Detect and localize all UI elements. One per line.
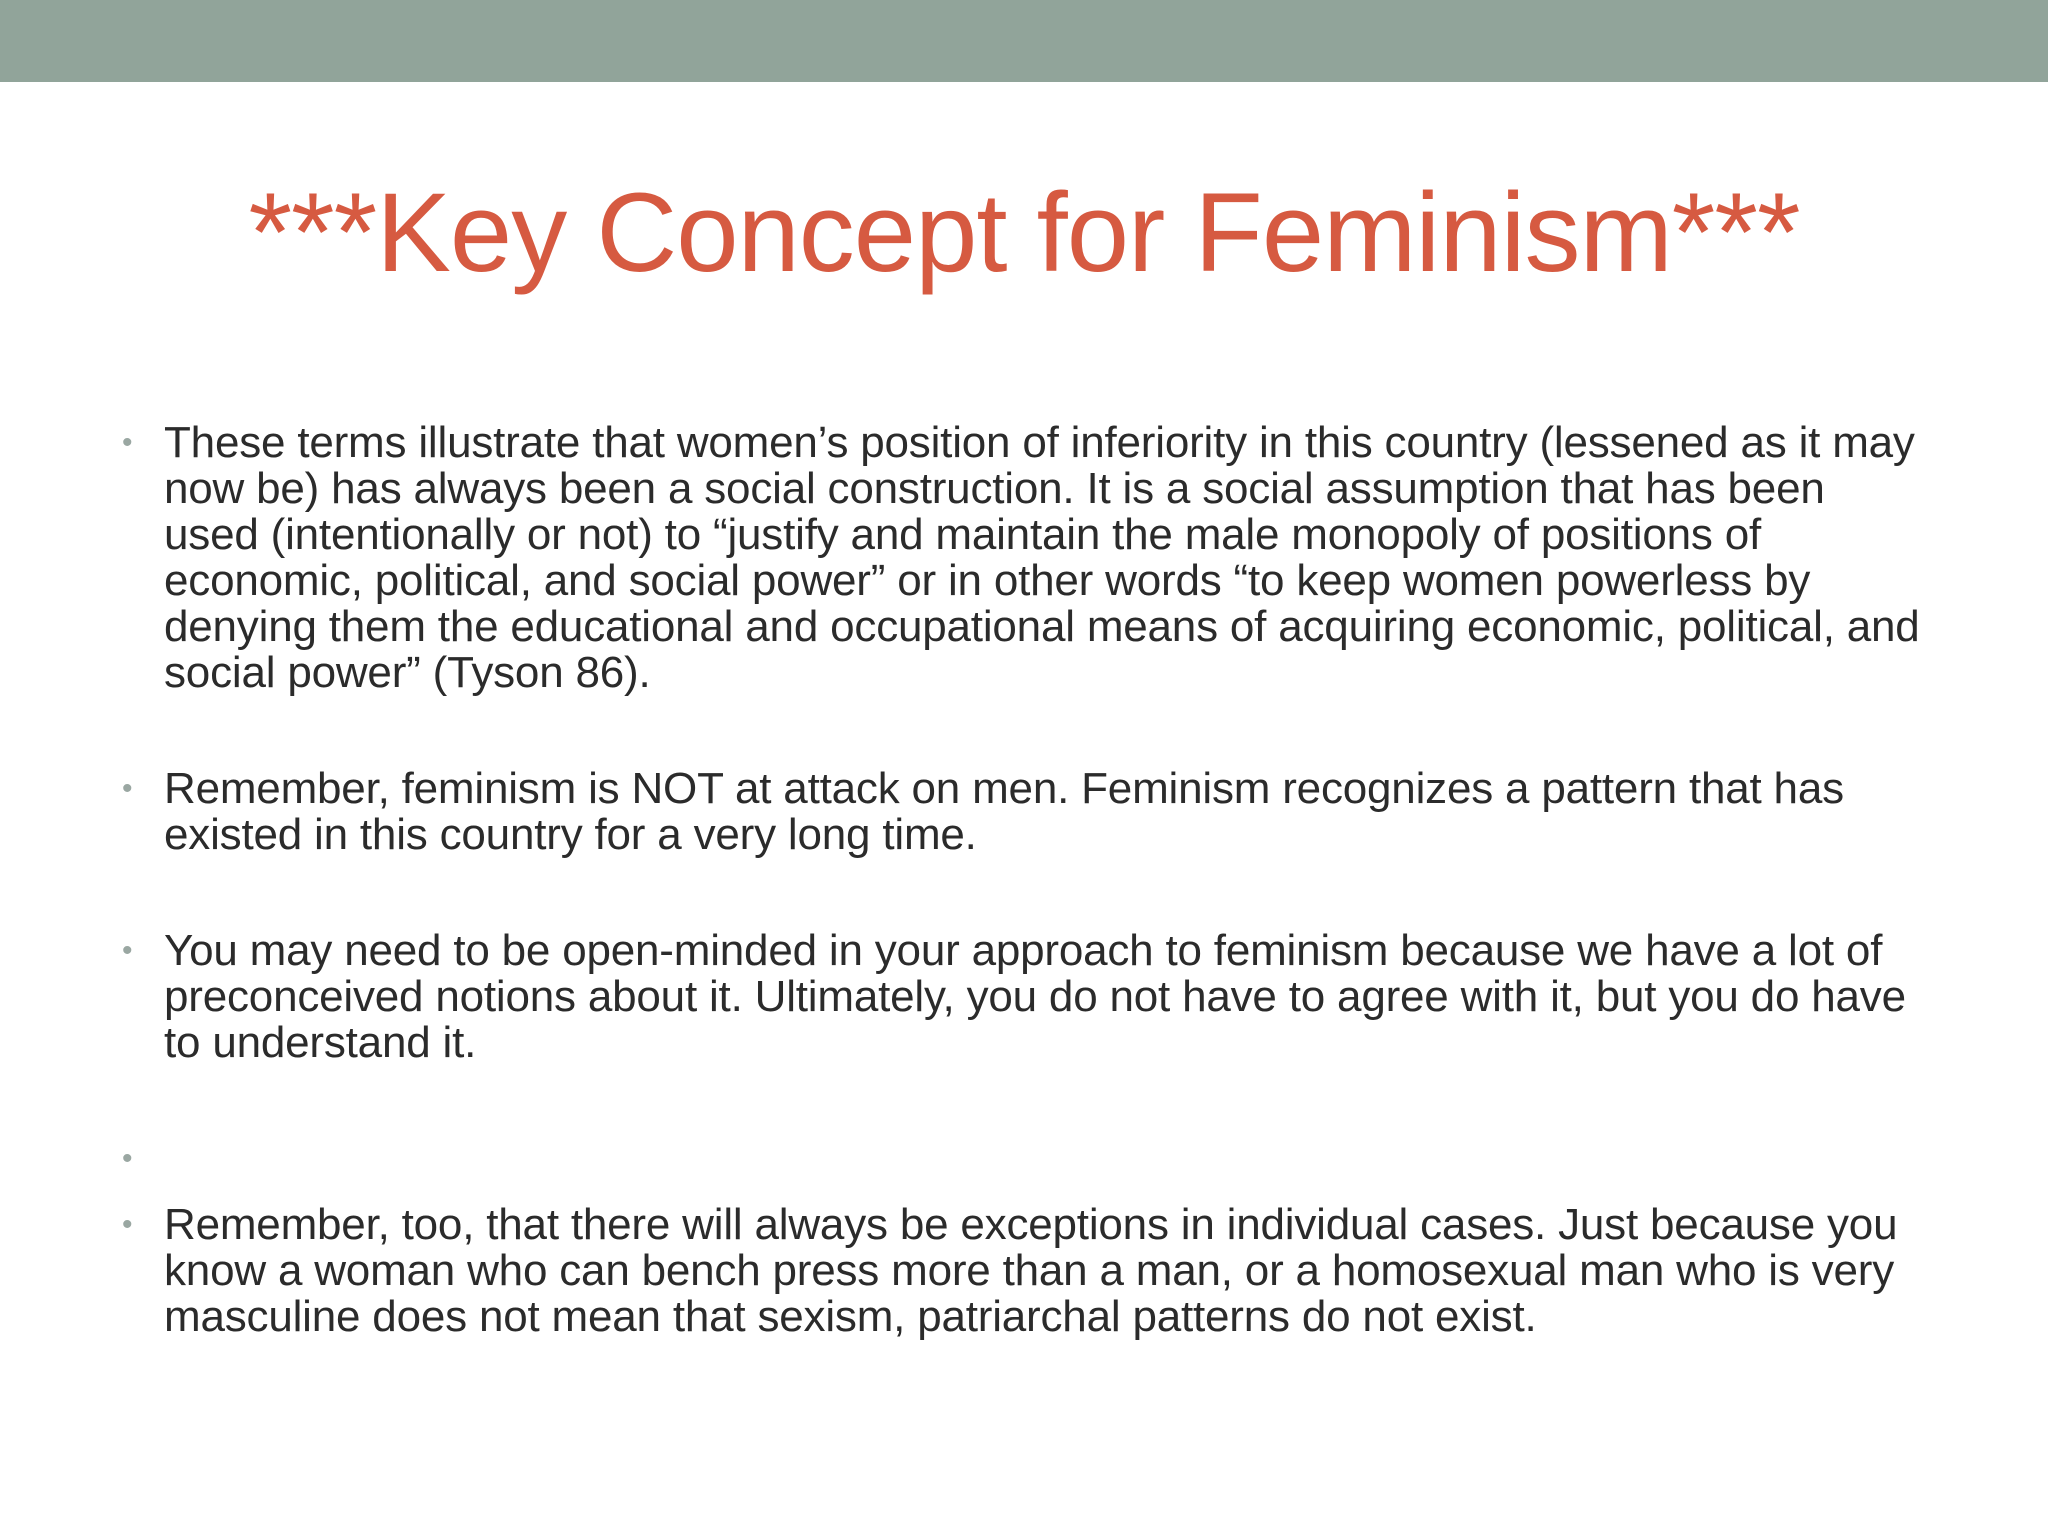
bullet-item-empty bbox=[122, 1136, 1924, 1182]
bullet-list bbox=[122, 418, 1924, 1410]
bullet-text: Remember, feminism is NOT at attack on men. Feminism recognizes a pattern that has existed in this country for a very long time. bbox=[164, 764, 1844, 859]
bullet-text: Remember, too, that there will always be exceptions in individual cases. Just because you know a woman who can bench press more than a man, or a homosexual man who is very masculine does not mean that sexism, patriarchal patterns do not exist. bbox=[164, 1200, 1898, 1341]
slide-title: ***Key Concept for Feminism*** bbox=[248, 170, 1800, 295]
bullet-dot-icon: • bbox=[122, 934, 133, 967]
bullet-item bbox=[122, 926, 1924, 1067]
bullet-text: These terms illustrate that women’s position of inferiority in this country (lessened as it may now be) has always been a social construction. It is a social assumption that has been used (intentionally or not) to “justify and maintain the male monopoly of positions of economic, political, and social power” or in other words “to keep women powerless by denying them the educational and occupational means of acquiring economic, political, and social power” (Tyson 86). bbox=[164, 418, 1920, 697]
top-band bbox=[0, 0, 2048, 82]
bullet-dot-icon: • bbox=[122, 426, 133, 459]
bullet-item bbox=[122, 764, 1924, 859]
bullet-item bbox=[122, 418, 1924, 697]
bullet-text bbox=[164, 1136, 1924, 1182]
bullet-dot-icon: • bbox=[122, 1208, 133, 1241]
bullet-item bbox=[122, 1200, 1924, 1341]
bullet-text: You may need to be open-minded in your approach to feminism because we have a lot of preconceived notions about it. Ultimately, you do not have to agree with it, but you do have to understand it. bbox=[164, 926, 1906, 1067]
bullet-dot-icon: • bbox=[122, 1142, 133, 1175]
bullet-dot-icon: • bbox=[122, 772, 133, 805]
